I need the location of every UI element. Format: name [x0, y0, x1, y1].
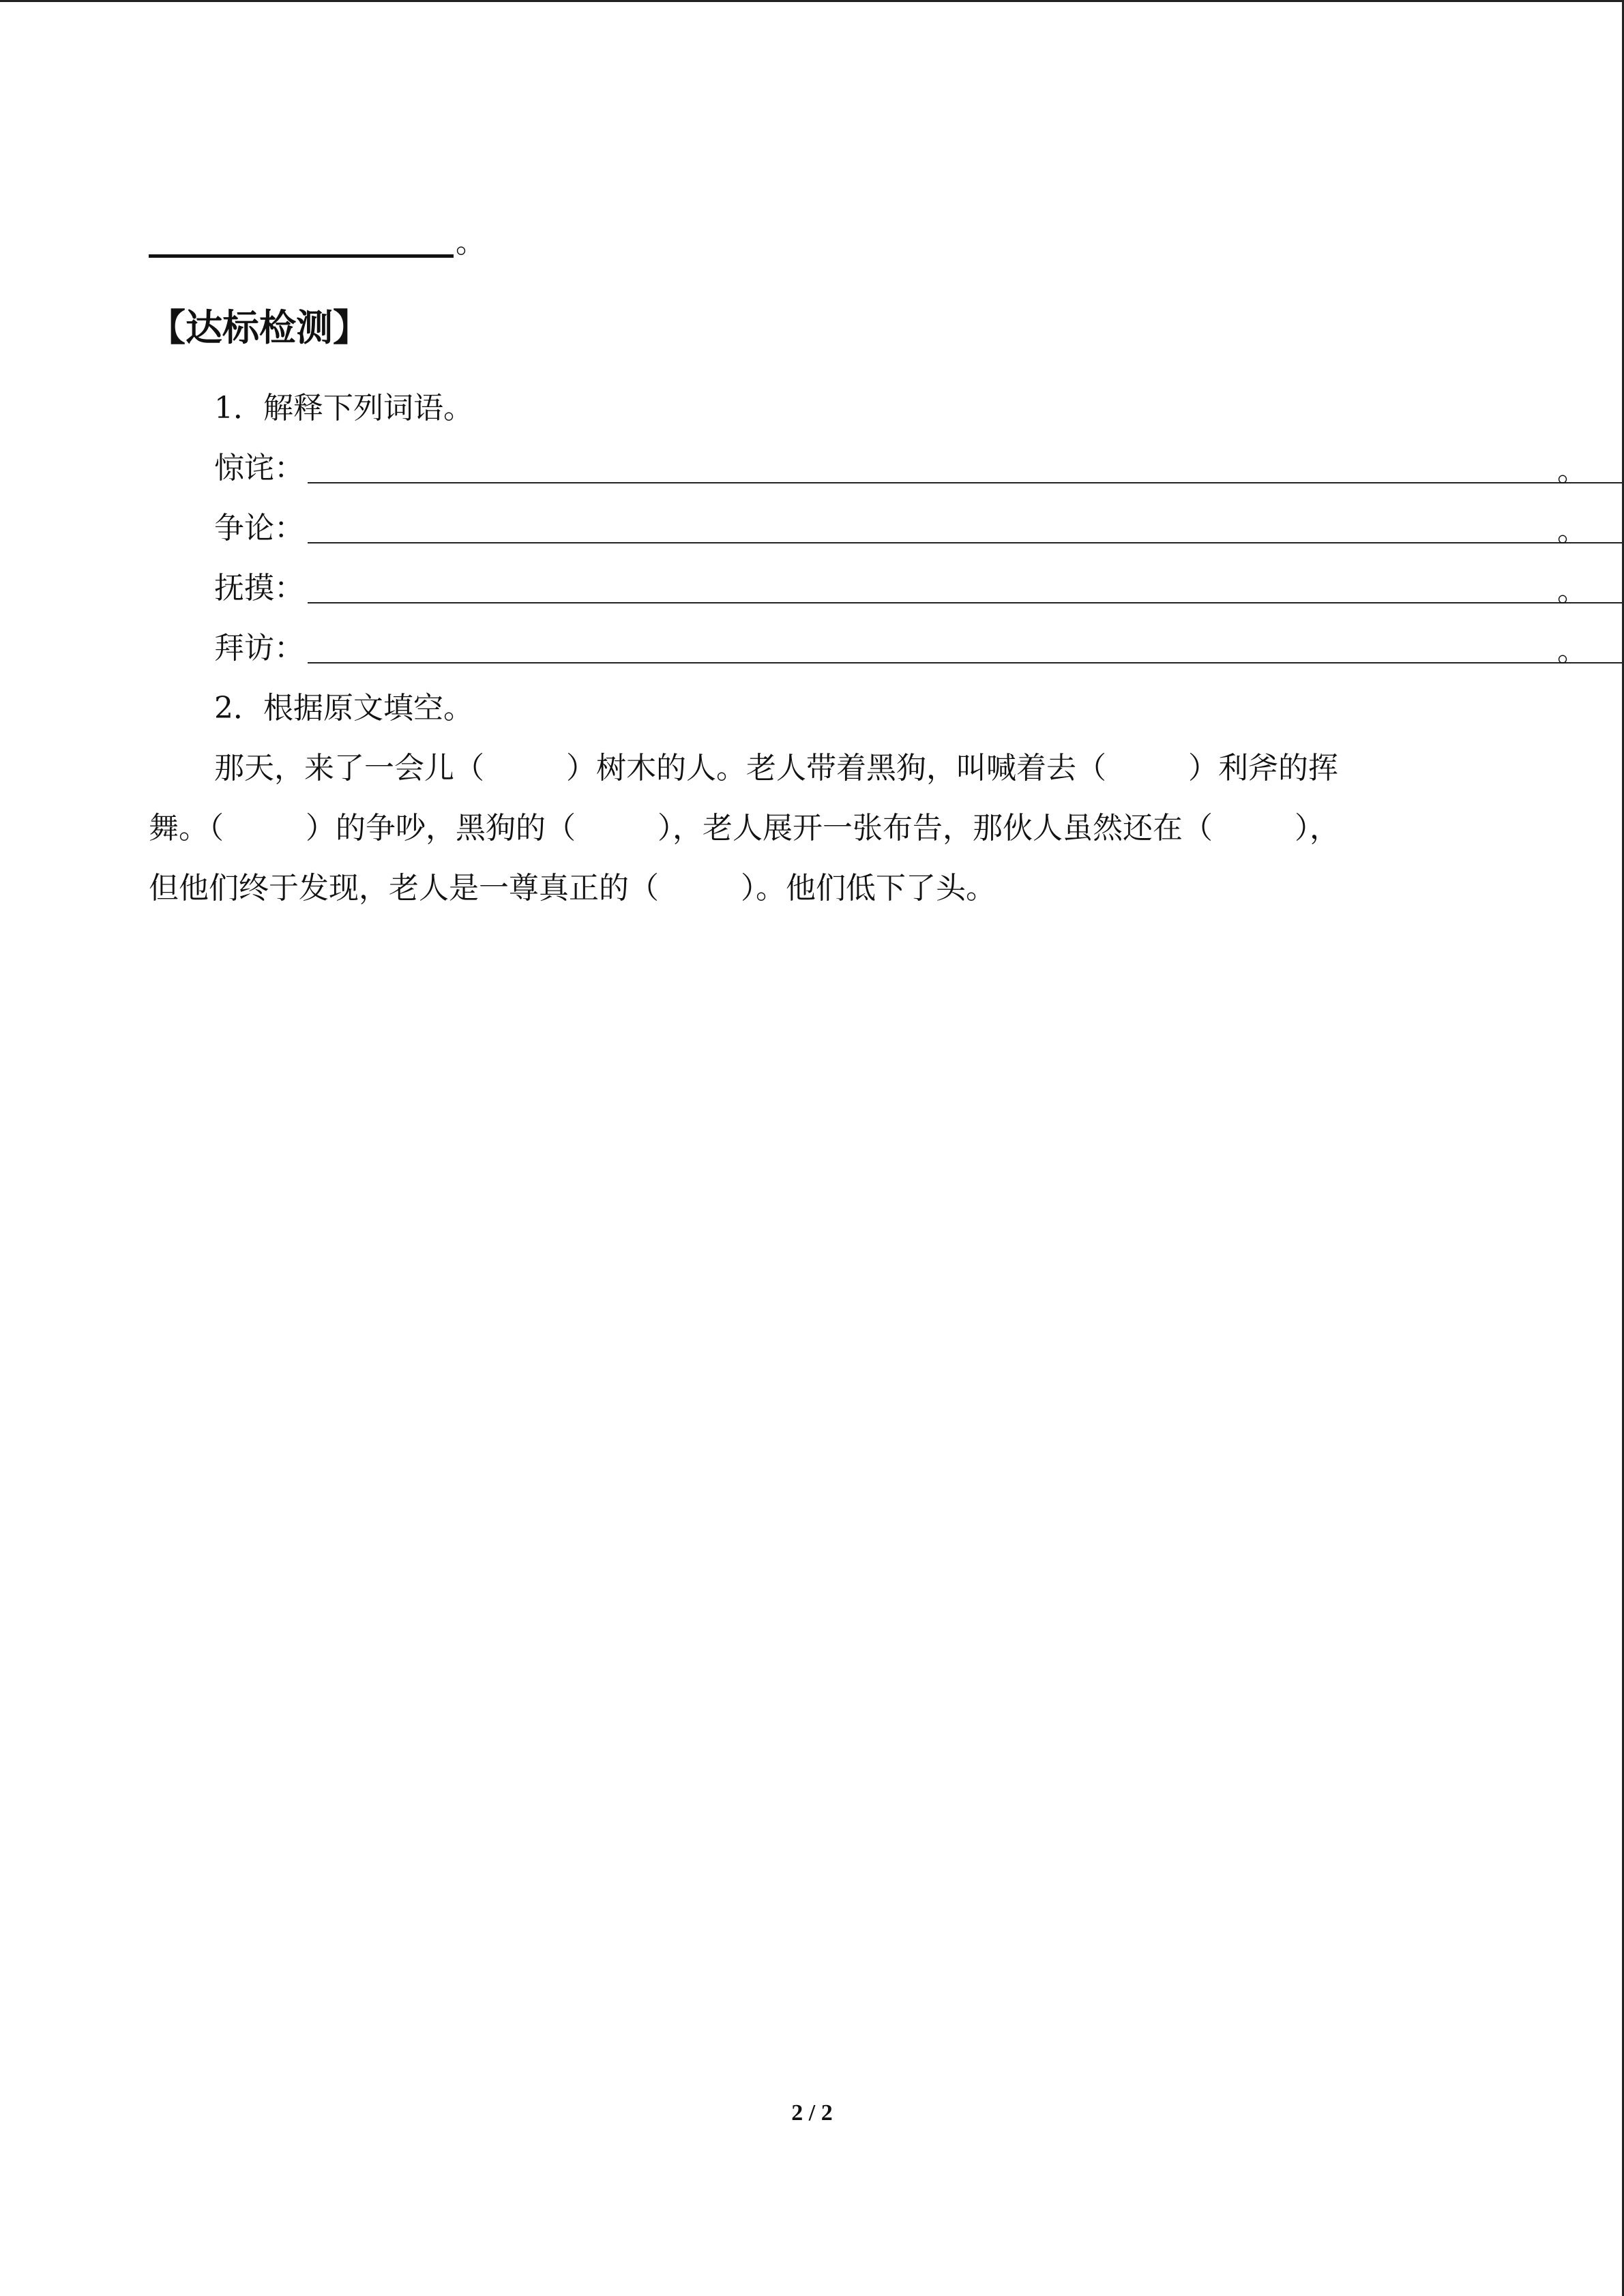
question-2-title: 2．根据原文填空。	[214, 691, 473, 726]
answer-blank-line	[308, 602, 1623, 603]
term-label: 惊诧：	[214, 451, 304, 486]
paragraph-text: ），老人展开一张布告，那伙人虽然还在（	[658, 811, 1213, 846]
paragraph-text: ）的争吵，黑狗的（	[306, 811, 576, 846]
term-label: 拜访：	[214, 631, 304, 666]
term-end-punct: 。	[1557, 573, 1587, 608]
answer-blank-line	[308, 662, 1623, 664]
term-row-2	[214, 508, 1587, 549]
answer-blank-line	[149, 254, 454, 258]
question-1-title: 1．解释下列词语。	[214, 391, 473, 426]
section-title: 【达标检测】	[149, 306, 370, 349]
term-label: 抚摸：	[214, 571, 304, 606]
document-page	[149, 0, 1587, 2296]
term-row-3	[214, 568, 1587, 609]
term-row-4	[214, 628, 1587, 669]
fill-in-paragraph-line-1	[214, 748, 1544, 789]
term-end-punct: 。	[1557, 513, 1587, 548]
paragraph-text: ）利斧的挥	[1188, 751, 1338, 786]
term-row-1	[214, 448, 1587, 489]
page-number: 2 / 2	[791, 2100, 833, 2126]
paragraph-text: 但他们终于发现，老人是一尊真正的（	[149, 871, 659, 906]
paragraph-text: ）。他们低下了头。	[741, 871, 996, 906]
answer-blank-line	[308, 542, 1623, 543]
paragraph-text: ），	[1295, 811, 1340, 846]
paragraph-text: 那天，来了一会儿（	[214, 751, 484, 786]
answer-blank-line	[308, 482, 1623, 483]
term-end-punct: 。	[1557, 633, 1587, 668]
term-label: 争论：	[214, 511, 304, 546]
blank-end-punct: 。	[456, 225, 486, 260]
paragraph-text: ）树木的人。老人带着黑狗，叫喊着去（	[566, 751, 1106, 786]
paragraph-text: 舞。（	[149, 811, 224, 846]
fill-in-paragraph-line-2	[149, 808, 1479, 849]
fill-in-paragraph-line-3	[149, 868, 1479, 909]
term-end-punct: 。	[1557, 453, 1587, 488]
